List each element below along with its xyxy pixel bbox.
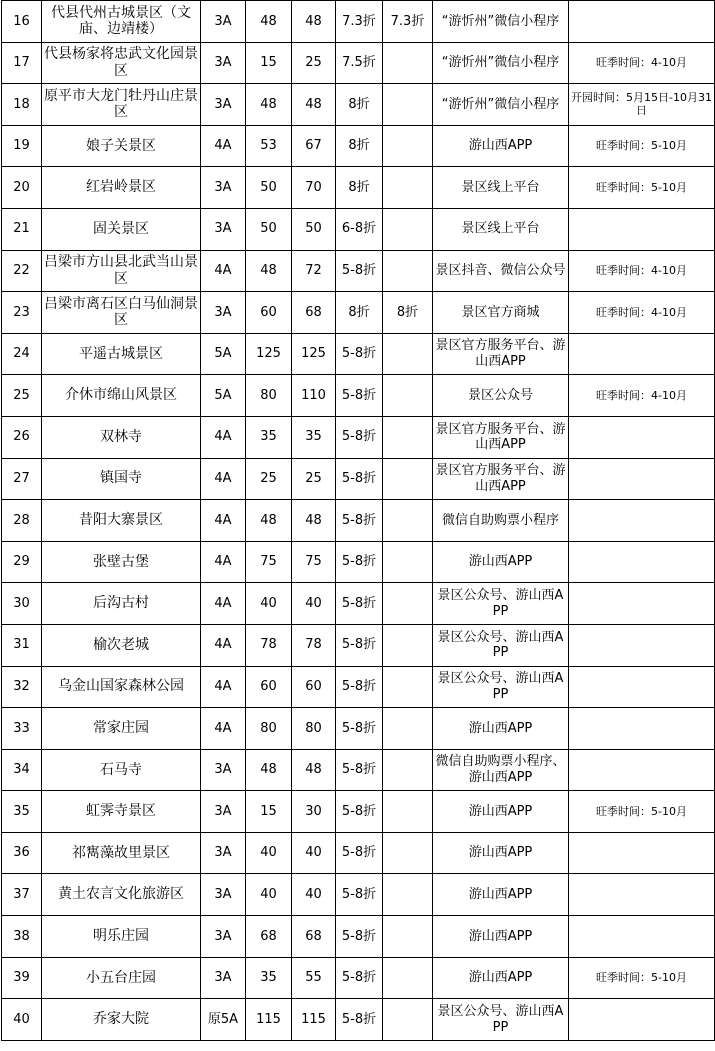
scenic-level: 3A [201,208,246,250]
table-body [2,1,715,1041]
table-row [2,125,715,167]
discount-rate-secondary [383,167,433,209]
row-number: 21 [2,208,42,250]
ticket-price-off-season: 60 [246,292,292,334]
booking-channel: 游山西APP [433,791,569,833]
scenic-spot-name: 乌金山国家森林公园 [42,666,201,708]
discount-rate-secondary [383,916,433,958]
ticket-price-peak-season: 75 [292,541,336,583]
ticket-price-peak-season: 48 [292,84,336,126]
ticket-price-off-season: 48 [246,84,292,126]
discount-rate-secondary [383,42,433,84]
scenic-level: 4A [201,708,246,750]
table-row [2,666,715,708]
discount-rate: 5-8折 [336,624,383,666]
ticket-price-off-season: 80 [246,375,292,417]
scenic-spot-name: 小五台庄园 [42,957,201,999]
scenic-level: 3A [201,292,246,334]
ticket-price-off-season: 40 [246,874,292,916]
booking-channel: 游山西APP [433,916,569,958]
discount-rate-secondary [383,583,433,625]
booking-channel: 景区官方服务平台、游山西APP [433,416,569,458]
discount-rate: 5-8折 [336,416,383,458]
row-number: 22 [2,250,42,292]
booking-channel: 游山西APP [433,708,569,750]
ticket-price-off-season: 78 [246,624,292,666]
scenic-level: 4A [201,125,246,167]
discount-rate-secondary [383,333,433,375]
ticket-price-off-season: 75 [246,541,292,583]
ticket-price-peak-season: 40 [292,583,336,625]
ticket-price-peak-season: 80 [292,708,336,750]
scenic-spot-name: 明乐庄园 [42,916,201,958]
row-number: 31 [2,624,42,666]
ticket-price-off-season: 15 [246,791,292,833]
ticket-price-off-season: 40 [246,832,292,874]
ticket-price-off-season: 48 [246,250,292,292]
discount-rate: 5-8折 [336,874,383,916]
ticket-price-peak-season: 48 [292,749,336,791]
ticket-price-peak-season: 40 [292,874,336,916]
discount-rate: 5-8折 [336,583,383,625]
discount-rate-secondary [383,125,433,167]
scenic-level: 3A [201,749,246,791]
scenic-level: 4A [201,583,246,625]
scenic-level: 3A [201,1,246,43]
scenic-spot-name: 介休市绵山风景区 [42,375,201,417]
discount-rate: 5-8折 [336,333,383,375]
discount-rate: 5-8折 [336,500,383,542]
scenic-spot-name: 昔阳大寨景区 [42,500,201,542]
ticket-price-peak-season: 35 [292,416,336,458]
discount-rate-secondary: 7.3折 [383,1,433,43]
booking-channel: “游忻州”微信小程序 [433,1,569,43]
booking-channel: 景区官方服务平台、游山西APP [433,333,569,375]
scenic-spot-name: 红岩岭景区 [42,167,201,209]
table-row [2,957,715,999]
scenic-spot-name: 代县代州古城景区（文庙、边靖楼） [42,1,201,43]
ticket-price-peak-season: 72 [292,250,336,292]
ticket-price-off-season: 53 [246,125,292,167]
ticket-price-peak-season: 67 [292,125,336,167]
booking-channel: 景区官方服务平台、游山西APP [433,458,569,500]
table-row [2,458,715,500]
scenic-level: 3A [201,791,246,833]
row-number: 35 [2,791,42,833]
discount-rate-secondary [383,624,433,666]
ticket-price-peak-season: 68 [292,292,336,334]
scenic-level: 3A [201,874,246,916]
table-row [2,250,715,292]
table-row [2,791,715,833]
row-number: 18 [2,84,42,126]
scenic-level: 5A [201,375,246,417]
row-number: 16 [2,1,42,43]
scenic-level: 原5A [201,999,246,1041]
season-note [569,916,715,958]
season-note [569,874,715,916]
row-number: 27 [2,458,42,500]
ticket-price-peak-season: 48 [292,500,336,542]
scenic-level: 4A [201,458,246,500]
scenic-spot-name: 固关景区 [42,208,201,250]
booking-channel: 游山西APP [433,874,569,916]
table-row [2,375,715,417]
discount-rate: 5-8折 [336,791,383,833]
ticket-price-peak-season: 25 [292,42,336,84]
row-number: 36 [2,832,42,874]
scenic-spot-name: 榆次老城 [42,624,201,666]
row-number: 33 [2,708,42,750]
season-note [569,416,715,458]
booking-channel: “游忻州”微信小程序 [433,42,569,84]
discount-rate-secondary [383,541,433,583]
discount-rate: 5-8折 [336,957,383,999]
table-row [2,333,715,375]
discount-rate-secondary [383,708,433,750]
ticket-price-off-season: 125 [246,333,292,375]
ticket-price-peak-season: 60 [292,666,336,708]
discount-rate: 6-8折 [336,208,383,250]
discount-rate: 5-8折 [336,541,383,583]
discount-rate-secondary [383,999,433,1041]
discount-rate-secondary [383,500,433,542]
row-number: 32 [2,666,42,708]
scenic-spot-name: 黄土农言文化旅游区 [42,874,201,916]
season-note: 旺季时间：5-10月 [569,125,715,167]
row-number: 17 [2,42,42,84]
discount-rate: 7.5折 [336,42,383,84]
row-number: 26 [2,416,42,458]
table-row [2,1,715,43]
row-number: 34 [2,749,42,791]
row-number: 28 [2,500,42,542]
discount-rate-secondary [383,416,433,458]
ticket-price-off-season: 48 [246,500,292,542]
row-number: 19 [2,125,42,167]
booking-channel: 景区公众号、游山西APP [433,999,569,1041]
ticket-price-peak-season: 110 [292,375,336,417]
table-row [2,416,715,458]
discount-rate: 5-8折 [336,250,383,292]
booking-channel: 景区公众号、游山西APP [433,583,569,625]
discount-rate-secondary [383,832,433,874]
table-row [2,42,715,84]
discount-rate-secondary [383,749,433,791]
season-note [569,999,715,1041]
season-note: 旺季时间：5-10月 [569,791,715,833]
table-row [2,167,715,209]
scenic-spot-name: 石马寺 [42,749,201,791]
table-row [2,708,715,750]
season-note [569,708,715,750]
ticket-price-peak-season: 55 [292,957,336,999]
row-number: 30 [2,583,42,625]
discount-rate: 8折 [336,292,383,334]
ticket-price-off-season: 60 [246,666,292,708]
row-number: 37 [2,874,42,916]
discount-rate-secondary [383,791,433,833]
discount-rate-secondary [383,84,433,126]
season-note [569,749,715,791]
discount-rate: 5-8折 [336,999,383,1041]
season-note [569,583,715,625]
ticket-price-off-season: 15 [246,42,292,84]
season-note [569,500,715,542]
ticket-price-off-season: 35 [246,957,292,999]
scenic-spot-discount-table [1,0,715,1041]
scenic-level: 3A [201,167,246,209]
scenic-spot-name: 吕梁市离石区白马仙洞景区 [42,292,201,334]
booking-channel: 景区公众号 [433,375,569,417]
discount-rate-secondary [383,874,433,916]
scenic-spot-name: 虹霁寺景区 [42,791,201,833]
ticket-price-peak-season: 115 [292,999,336,1041]
season-note: 旺季时间：5-10月 [569,167,715,209]
ticket-price-off-season: 50 [246,167,292,209]
row-number: 20 [2,167,42,209]
row-number: 40 [2,999,42,1041]
season-note [569,333,715,375]
ticket-price-off-season: 48 [246,1,292,43]
table-row [2,999,715,1041]
table-row [2,541,715,583]
scenic-spot-name: 双林寺 [42,416,201,458]
scenic-spot-name: 常家庄园 [42,708,201,750]
booking-channel: 景区线上平台 [433,208,569,250]
season-note [569,458,715,500]
season-note [569,1,715,43]
season-note [569,832,715,874]
scenic-level: 4A [201,624,246,666]
scenic-level: 3A [201,84,246,126]
scenic-spot-name: 镇国寺 [42,458,201,500]
season-note [569,208,715,250]
booking-channel: 景区公众号、游山西APP [433,666,569,708]
ticket-price-off-season: 80 [246,708,292,750]
discount-rate-secondary [383,208,433,250]
scenic-level: 4A [201,416,246,458]
row-number: 25 [2,375,42,417]
discount-rate: 5-8折 [336,458,383,500]
ticket-price-peak-season: 125 [292,333,336,375]
season-note [569,624,715,666]
booking-channel: 游山西APP [433,541,569,583]
scenic-level: 4A [201,541,246,583]
season-note: 旺季时间：5-10月 [569,957,715,999]
booking-channel: 景区抖音、微信公众号 [433,250,569,292]
discount-rate: 5-8折 [336,666,383,708]
scenic-spot-name: 原平市大龙门牡丹山庄景区 [42,84,201,126]
discount-rate: 8折 [336,125,383,167]
row-number: 23 [2,292,42,334]
table-row [2,208,715,250]
scenic-spot-name: 平遥古城景区 [42,333,201,375]
discount-rate: 5-8折 [336,708,383,750]
discount-rate-secondary [383,458,433,500]
table-row [2,749,715,791]
scenic-level: 4A [201,666,246,708]
scenic-spot-name: 后沟古村 [42,583,201,625]
booking-channel: 游山西APP [433,832,569,874]
booking-channel: 游山西APP [433,125,569,167]
table-row [2,874,715,916]
discount-rate: 5-8折 [336,916,383,958]
scenic-level: 5A [201,333,246,375]
discount-rate: 5-8折 [336,375,383,417]
scenic-level: 3A [201,916,246,958]
ticket-price-peak-season: 30 [292,791,336,833]
table-row [2,84,715,126]
scenic-level: 4A [201,250,246,292]
booking-channel: 游山西APP [433,957,569,999]
scenic-level: 3A [201,42,246,84]
table-row [2,916,715,958]
scenic-spot-name: 代县杨家将忠武文化园景区 [42,42,201,84]
booking-channel: 景区公众号、游山西APP [433,624,569,666]
ticket-price-off-season: 35 [246,416,292,458]
booking-channel: 景区线上平台 [433,167,569,209]
booking-channel: 景区官方商城 [433,292,569,334]
scenic-spot-name: 乔家大院 [42,999,201,1041]
scenic-level: 3A [201,957,246,999]
row-number: 38 [2,916,42,958]
discount-rate-secondary [383,666,433,708]
row-number: 39 [2,957,42,999]
booking-channel: 微信自助购票小程序、游山西APP [433,749,569,791]
ticket-price-peak-season: 78 [292,624,336,666]
scenic-spot-name: 张壁古堡 [42,541,201,583]
scenic-spot-name: 吕梁市方山县北武当山景区 [42,250,201,292]
ticket-price-peak-season: 50 [292,208,336,250]
season-note: 旺季时间：4-10月 [569,250,715,292]
row-number: 24 [2,333,42,375]
booking-channel: 微信自助购票小程序 [433,500,569,542]
scenic-level: 3A [201,832,246,874]
booking-channel: “游忻州”微信小程序 [433,84,569,126]
discount-rate-secondary [383,250,433,292]
discount-rate: 5-8折 [336,749,383,791]
ticket-price-off-season: 115 [246,999,292,1041]
discount-rate: 7.3折 [336,1,383,43]
table-row [2,624,715,666]
scenic-spot-name: 娘子关景区 [42,125,201,167]
discount-rate: 8折 [336,167,383,209]
table-row [2,832,715,874]
discount-rate-secondary [383,957,433,999]
ticket-price-off-season: 68 [246,916,292,958]
ticket-price-peak-season: 68 [292,916,336,958]
table-row [2,292,715,334]
scenic-level: 4A [201,500,246,542]
discount-rate: 8折 [336,84,383,126]
ticket-price-off-season: 40 [246,583,292,625]
scenic-spot-name: 祁寯藻故里景区 [42,832,201,874]
season-note [569,666,715,708]
row-number: 29 [2,541,42,583]
season-note: 开园时间：5月15日-10月31日 [569,84,715,126]
season-note [569,541,715,583]
discount-rate-secondary [383,375,433,417]
discount-rate-secondary: 8折 [383,292,433,334]
ticket-price-off-season: 50 [246,208,292,250]
season-note: 旺季时间：4-10月 [569,375,715,417]
ticket-price-peak-season: 40 [292,832,336,874]
season-note: 旺季时间：4-10月 [569,292,715,334]
ticket-price-peak-season: 25 [292,458,336,500]
ticket-price-off-season: 25 [246,458,292,500]
ticket-price-off-season: 48 [246,749,292,791]
table-row [2,583,715,625]
table-row [2,500,715,542]
ticket-price-peak-season: 70 [292,167,336,209]
season-note: 旺季时间：4-10月 [569,42,715,84]
discount-rate: 5-8折 [336,832,383,874]
ticket-price-peak-season: 48 [292,1,336,43]
